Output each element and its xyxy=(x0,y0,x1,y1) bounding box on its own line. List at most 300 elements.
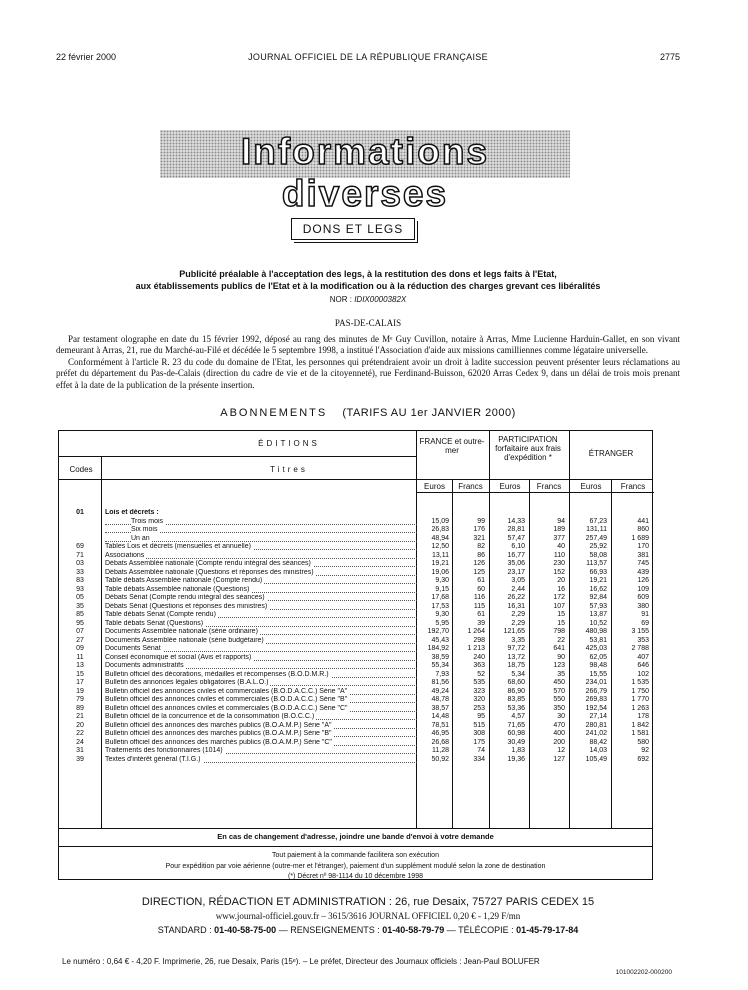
row-value: 113,57 xyxy=(586,560,607,567)
row-code: 17 xyxy=(76,679,84,686)
row-value: 240 xyxy=(473,653,485,661)
row-value: 126 xyxy=(637,577,649,584)
row-code: 22 xyxy=(76,730,84,737)
row-value: 178 xyxy=(637,713,649,720)
row-value: 125 xyxy=(473,568,485,576)
row-value: 480,98 xyxy=(585,628,607,635)
row-value: 88,42 xyxy=(589,738,607,746)
abonnements-title: ABONNEMENTS xyxy=(220,407,328,419)
row-value: 12 xyxy=(557,747,565,754)
row-value: 61 xyxy=(477,577,485,584)
row-value: 350 xyxy=(553,704,565,712)
row-value: 121,65 xyxy=(503,628,525,635)
row-title: Documents Sénat xyxy=(105,645,161,652)
row-value: 116 xyxy=(473,594,485,601)
direction-address: DIRECTION, RÉDACTION ET ADMINISTRATION : 26, rue Desaix, 75727 PARIS CEDEX 15 xyxy=(141,896,595,908)
row-title: Débats Sénat (Questions et réponses des ministres) xyxy=(105,602,268,610)
row-value: 535 xyxy=(473,679,485,686)
row-value: 16,31 xyxy=(507,602,525,610)
abonnements-heading xyxy=(56,407,680,419)
col-participation: PARTICIPATION forfaitaire aux frais d'expédition * xyxy=(495,435,561,462)
table-row xyxy=(59,594,652,603)
col-etranger: ÉTRANGER xyxy=(588,449,634,458)
col-editions: ÉDITIONS xyxy=(258,439,320,448)
row-value: 17,53 xyxy=(431,602,449,610)
row-value: 5,95 xyxy=(435,619,449,627)
row-value: 425,03 xyxy=(585,645,607,652)
row-title: Conseil économique et social (Avis et rapports) xyxy=(105,653,252,661)
row-value: 2,44 xyxy=(511,585,525,593)
row-value: 27,14 xyxy=(589,713,607,720)
col-euros-1: Euros xyxy=(424,482,445,491)
divider xyxy=(59,828,652,829)
row-value: 38,59 xyxy=(431,653,449,661)
row-value: 38,57 xyxy=(431,704,449,712)
abonnements-table xyxy=(58,430,653,880)
row-value: 55,34 xyxy=(431,662,449,669)
row-title: Débats Assemblée nationale (Questions et réponses des ministres) xyxy=(105,568,314,576)
leader-dots xyxy=(105,541,417,542)
row-code: 24 xyxy=(76,738,84,746)
document-reference: 101002202-000200 xyxy=(615,969,672,976)
row-code: 11 xyxy=(76,653,84,661)
row-value: 14,03 xyxy=(589,747,607,754)
row-title: Traitements des fonctionnaires (1014) xyxy=(105,747,223,754)
row-value: 16,62 xyxy=(589,585,607,593)
row-value: 10,52 xyxy=(589,619,607,627)
row-value: 334 xyxy=(473,755,485,763)
row-code: 39 xyxy=(76,755,84,763)
row-value: 46,95 xyxy=(431,730,449,737)
row-code: 09 xyxy=(76,645,84,652)
row-value: 320 xyxy=(473,696,485,703)
table-row xyxy=(59,509,652,518)
row-value: 99 xyxy=(477,517,485,525)
row-value: 48,94 xyxy=(431,534,449,542)
row-value: 1 535 xyxy=(631,679,649,686)
row-value: 71,65 xyxy=(507,721,525,729)
row-value: 53,36 xyxy=(507,704,525,712)
row-value: 570 xyxy=(553,687,565,695)
row-code: 31 xyxy=(76,747,84,754)
row-title: Bulletin officiel des annonces civiles et commerciales (B.O.D.A.C.C.) Série "C" xyxy=(105,704,348,712)
row-title: Débats Sénat (Compte rendu intégral des séances) xyxy=(105,594,265,601)
row-code: 15 xyxy=(76,670,84,678)
note-decret: (*) Décret nº 98-1114 du 10 décembre 1998 xyxy=(288,873,423,880)
row-value: 515 xyxy=(473,721,485,729)
table-row xyxy=(59,722,652,731)
row-code: 19 xyxy=(76,687,84,695)
row-value: 550 xyxy=(553,696,565,703)
row-value: 107 xyxy=(553,602,565,610)
standard-label: STANDARD : xyxy=(157,925,212,935)
row-value: 48,78 xyxy=(431,696,449,703)
row-value: 97,72 xyxy=(507,645,525,652)
banner-title: Informations diverses xyxy=(240,131,490,214)
row-value: 1 770 xyxy=(631,696,649,703)
row-value: 102 xyxy=(637,670,649,678)
row-value: 66,93 xyxy=(589,568,607,576)
row-value: 175 xyxy=(473,738,485,746)
table-row xyxy=(59,628,652,637)
table-row xyxy=(59,586,652,595)
row-value: 192,70 xyxy=(427,628,449,635)
publicite-heading xyxy=(56,268,680,292)
row-value: 53,81 xyxy=(589,636,607,644)
publicite-line-2: aux établissements publics de l'Etat et à la modification ou à la réduction des charges grevant ces libéralités xyxy=(135,281,601,291)
row-value: 2,29 xyxy=(511,611,525,618)
row-value: 450 xyxy=(553,679,565,686)
table-row xyxy=(59,637,652,646)
row-value: 3,35 xyxy=(511,636,525,644)
row-title: Bulletin des annonces légales obligatoires (B.A.L.O.) xyxy=(105,679,269,686)
row-value: 61 xyxy=(477,611,485,618)
note-paiement: Tout paiement à la commande facilitera son exécution xyxy=(272,852,439,859)
nor-code: IDIX0000382X xyxy=(354,295,407,304)
row-value: 105,49 xyxy=(585,755,607,763)
row-value: 380 xyxy=(637,602,649,610)
row-value: 646 xyxy=(637,662,649,669)
divider xyxy=(59,456,416,457)
table-row xyxy=(59,543,652,552)
row-value: 16,77 xyxy=(507,551,525,559)
row-value: 1 213 xyxy=(467,645,485,652)
divider xyxy=(58,846,653,847)
row-value: 82 xyxy=(477,543,485,550)
row-code: 01 xyxy=(76,509,84,516)
row-value: 23,17 xyxy=(507,568,525,576)
row-value: 400 xyxy=(553,730,565,737)
row-value: 126 xyxy=(473,560,485,567)
row-value: 18,75 xyxy=(507,662,525,669)
row-value: 407 xyxy=(637,653,649,661)
row-value: 26,22 xyxy=(507,594,525,601)
row-value: 57,93 xyxy=(589,602,607,610)
leader-dots xyxy=(105,558,417,559)
row-value: 92 xyxy=(641,747,649,754)
table-row xyxy=(59,696,652,705)
row-code: 79 xyxy=(76,696,84,703)
row-value: 230 xyxy=(553,560,565,567)
row-value: 39 xyxy=(477,619,485,627)
row-title: Bulletin officiel des annonces civiles et commerciales (B.O.D.A.C.C.) Série "A" xyxy=(105,687,348,695)
row-value: 353 xyxy=(637,636,649,644)
col-titres: Titres xyxy=(270,465,308,474)
row-value: 52 xyxy=(477,670,485,678)
row-value: 12,50 xyxy=(431,543,449,550)
row-code: 35 xyxy=(76,602,84,610)
row-value: 69 xyxy=(641,619,649,627)
divider xyxy=(416,492,654,493)
row-title: Textes d'intérêt général (T.I.G.) xyxy=(105,755,201,763)
contact-line: STANDARD : 01-40-58-75-00 — RENSEIGNEMENTS : 01-40-58-79-79 — TÉLÉCOPIE : 01-45-79-17-84 xyxy=(157,925,579,935)
row-title: Bulletin officiel des annonces civiles et commerciales (B.O.D.A.C.C.) Série "B" xyxy=(105,696,348,703)
row-value: 1 264 xyxy=(467,628,485,635)
col-codes: Codes xyxy=(69,465,93,474)
row-title: Associations xyxy=(105,551,145,559)
section-banner xyxy=(160,130,570,214)
row-title: Bulletin officiel des annonces des marchés publics (B.O.A.M.P.) Série "A" xyxy=(105,721,332,729)
row-value: 94 xyxy=(557,517,565,525)
standard-number: 01-40-58-75-00 xyxy=(214,925,277,935)
row-title: Trois mois xyxy=(131,517,164,525)
row-value: 184,92 xyxy=(427,645,449,652)
row-value: 321 xyxy=(473,534,485,542)
renseignements-number: 01-40-58-79-79 xyxy=(382,925,445,935)
row-value: 1 263 xyxy=(631,704,649,712)
row-title: Documents Assemblée nationale (série budgétaire) xyxy=(105,636,264,644)
telecopie-label: TÉLÉCOPIE : xyxy=(458,925,514,935)
publicite-line-1: Publicité préalable à l'acceptation des legs, à la restitution des dons et legs faits à l'Etat, xyxy=(179,269,557,279)
row-title: Un an xyxy=(131,534,150,542)
row-value: 860 xyxy=(637,526,649,533)
row-code: 69 xyxy=(76,543,84,550)
row-title: Bulletin officiel des annonces des marchés publics (B.O.A.M.P.) Série "C" xyxy=(105,738,332,746)
table-row xyxy=(59,662,652,671)
row-value: 798 xyxy=(553,628,565,635)
row-title: Lois et décrets : xyxy=(105,509,159,516)
table-row xyxy=(59,654,652,663)
row-value: 81,56 xyxy=(431,679,449,686)
table-notes xyxy=(58,851,653,883)
row-value: 26,68 xyxy=(431,738,449,746)
row-value: 692 xyxy=(637,755,649,763)
row-value: 200 xyxy=(553,738,565,746)
row-value: 439 xyxy=(637,568,649,576)
legs-paragraph-1: Par testament olographe en date du 15 février 1992, déposé au rang des minutes de Mᵉ Guy Cuvillon, notaire à Arras, Mme Lucienne Harduin-Gallet, en son vivant demeurant à Arras, 21, rue du Marché-au-Filé et décédée le 5 septembre 1998, a institué l'Association d'aide aux missions camilliennes comme légataire universelle. xyxy=(56,334,680,356)
nor-reference xyxy=(56,295,680,304)
table-row xyxy=(59,730,652,739)
table-row xyxy=(59,569,652,578)
row-value: 176 xyxy=(473,526,485,533)
row-code: 05 xyxy=(76,594,84,601)
row-value: 26,83 xyxy=(431,526,449,533)
table-row xyxy=(59,739,652,748)
row-value: 2,29 xyxy=(511,619,525,627)
table-row xyxy=(59,560,652,569)
row-value: 30 xyxy=(557,713,565,720)
row-value: 363 xyxy=(473,662,485,669)
row-value: 3 155 xyxy=(631,628,649,635)
row-value: 1 842 xyxy=(631,721,649,729)
table-row xyxy=(59,671,652,680)
table-row xyxy=(59,747,652,756)
row-value: 9,30 xyxy=(435,611,449,618)
page-header xyxy=(56,52,680,66)
row-value: 67,23 xyxy=(589,517,607,525)
table-row xyxy=(59,688,652,697)
row-value: 441 xyxy=(637,517,649,525)
row-value: 98,48 xyxy=(589,662,607,669)
row-code: 27 xyxy=(76,636,84,644)
row-value: 9,15 xyxy=(435,585,449,593)
row-value: 269,83 xyxy=(585,696,607,703)
row-value: 152 xyxy=(553,568,565,576)
legs-paragraph-2: Conformément à l'article R. 23 du code du domaine de l'Etat, les personnes qui prétendraient avoir un droit à ladite succession peuvent présenter leurs réclamations au préfet du département du Pas-de-Calais (direction du cadre de vie et de la citoyenneté), rue Ferdinand-Buisson, 62020 Arras Cedex 9, dans un délai de trois mois prenant effet à la date de la publication de la présente insertion. xyxy=(56,356,680,390)
row-value: 308 xyxy=(473,730,485,737)
table-row xyxy=(59,713,652,722)
row-value: 57,47 xyxy=(507,534,525,542)
row-value: 6,10 xyxy=(511,543,525,550)
row-value: 14,48 xyxy=(431,713,449,720)
row-value: 60,98 xyxy=(507,730,525,737)
row-value: 91 xyxy=(641,611,649,618)
row-code: 85 xyxy=(76,611,84,618)
row-value: 19,21 xyxy=(431,560,449,567)
row-value: 109 xyxy=(637,585,649,593)
row-value: 28,81 xyxy=(507,526,525,533)
row-value: 14,33 xyxy=(507,517,525,525)
col-francs-1: Francs xyxy=(458,482,483,491)
row-value: 7,93 xyxy=(435,670,449,678)
telecopie-number: 01-45-79-17-84 xyxy=(516,925,579,935)
table-row xyxy=(59,705,652,714)
row-value: 1 689 xyxy=(631,534,649,542)
renseignements-label: RENSEIGNEMENTS : xyxy=(290,925,380,935)
row-code: 07 xyxy=(76,628,84,635)
row-title: Bulletin officiel des décorations, médailles et récompenses (B.O.D.M.R.) xyxy=(105,670,329,678)
row-value: 30,49 xyxy=(507,738,525,746)
col-francs-3: Francs xyxy=(620,482,646,491)
row-value: 170 xyxy=(637,543,649,550)
nor-label: NOR : xyxy=(329,295,352,304)
table-row xyxy=(59,535,652,544)
row-value: 35 xyxy=(557,670,565,678)
row-title: Documents administratifs xyxy=(105,662,184,669)
row-value: 74 xyxy=(477,747,485,754)
row-value: 377 xyxy=(553,534,565,542)
numero-price-line: Le numéro : 0,64 € - 4,20 F. Imprimerie, 26, rue Desaix, Paris (15ᵉ). – Le préfet, Directeur des Journaux officiels : Jean-Paul BOLUFER xyxy=(62,957,540,966)
row-value: 123 xyxy=(553,662,565,669)
row-title: Bulletin officiel de la concurrence et de la consommation (B.O.C.C.) xyxy=(105,713,315,720)
row-value: 22 xyxy=(557,636,565,644)
row-value: 16 xyxy=(557,585,565,593)
note-expedition: Pour expédition par voie aérienne (outre-mer et l'étranger), paiement d'un supplément modulé selon la zone de destination xyxy=(165,862,546,870)
row-value: 78,51 xyxy=(431,721,449,729)
row-value: 2 788 xyxy=(631,645,649,652)
row-value: 25,92 xyxy=(589,543,607,550)
row-title: Table débats Assemblée nationale (Questions) xyxy=(105,585,250,593)
row-value: 19,06 xyxy=(431,568,449,576)
row-value: 3,05 xyxy=(511,577,525,584)
row-code: 33 xyxy=(76,568,84,576)
row-value: 17,68 xyxy=(431,594,449,601)
divider xyxy=(59,479,652,480)
web-info: www.journal-officiel.gouv.fr – 3615/3616 JOURNAL OFFICIEL 0,20 € - 1,29 F/mn xyxy=(215,911,521,921)
row-title: Débats Assemblée nationale (Compte rendu intégral des séances) xyxy=(105,560,311,567)
header-date: 22 février 2000 xyxy=(56,52,117,62)
row-value: 13,11 xyxy=(432,551,449,559)
row-value: 1 750 xyxy=(631,687,649,695)
col-francs-2: Francs xyxy=(536,482,562,491)
row-value: 110 xyxy=(553,551,565,559)
row-title: Table débats Sénat (Questions) xyxy=(105,619,204,627)
row-value: 15,55 xyxy=(589,670,607,678)
changement-adresse: En cas de changement d'adresse, joindre une bande d'envoi à votre demande xyxy=(217,832,494,841)
row-value: 609 xyxy=(637,594,649,601)
row-value: 266,79 xyxy=(585,687,607,695)
row-value: 40 xyxy=(557,543,565,550)
legs-text xyxy=(56,334,680,391)
table-row xyxy=(59,526,652,535)
row-value: 1,83 xyxy=(511,747,525,754)
row-value: 115 xyxy=(473,602,485,610)
row-code: 21 xyxy=(76,713,84,720)
row-value: 189 xyxy=(553,526,565,533)
row-value: 15 xyxy=(557,611,565,618)
row-code: 93 xyxy=(76,585,84,593)
row-value: 83,85 xyxy=(507,696,525,703)
col-euros-3: Euros xyxy=(580,482,602,491)
row-value: 86,90 xyxy=(507,687,525,695)
row-title: Tables Lois et décrets (mensuelles et annuelle) xyxy=(105,543,251,550)
row-title: Table débats Assemblée nationale (Compte rendu) xyxy=(105,577,263,584)
row-value: 86 xyxy=(477,551,485,559)
row-value: 45,43 xyxy=(431,636,449,644)
row-value: 13,72 xyxy=(507,653,525,661)
table-row xyxy=(59,611,652,620)
abonnements-tarifs: (TARIFS AU 1er JANVIER 2000) xyxy=(342,407,516,419)
row-value: 11,28 xyxy=(432,747,449,754)
col-euros-2: Euros xyxy=(499,482,521,491)
row-code: 71 xyxy=(76,551,84,559)
row-code: 83 xyxy=(76,577,84,584)
row-value: 9,30 xyxy=(435,577,449,584)
row-value: 298 xyxy=(473,636,485,644)
dons-et-legs-box xyxy=(291,218,415,240)
row-value: 192,54 xyxy=(585,704,607,712)
row-code: 20 xyxy=(76,721,84,729)
table-row xyxy=(59,679,652,688)
row-value: 253 xyxy=(473,704,485,712)
row-value: 172 xyxy=(553,594,565,601)
row-value: 4,57 xyxy=(511,713,525,720)
departement-title: PAS-DE-CALAIS xyxy=(334,318,402,328)
row-value: 62,05 xyxy=(589,653,607,661)
row-title: Bulletin officiel des annonces des marchés publics (B.O.A.M.P.) Série "B" xyxy=(105,730,332,737)
row-value: 19,36 xyxy=(507,755,525,763)
row-value: 58,08 xyxy=(589,551,607,559)
row-value: 92,84 xyxy=(589,594,607,601)
row-value: 241,02 xyxy=(585,730,607,737)
row-value: 15 xyxy=(557,619,565,627)
row-value: 68,60 xyxy=(507,679,525,686)
row-value: 280,81 xyxy=(585,721,607,729)
row-value: 60 xyxy=(477,585,485,593)
dons-et-legs-title: DONS ET LEGS xyxy=(302,222,404,236)
row-value: 745 xyxy=(637,560,649,567)
row-value: 127 xyxy=(553,755,565,763)
row-title: Six mois xyxy=(131,526,158,533)
row-value: 50,92 xyxy=(431,755,449,763)
table-row xyxy=(59,756,652,765)
row-value: 323 xyxy=(473,687,485,695)
row-value: 90 xyxy=(557,653,565,661)
row-title: Documents Assemblée nationale (série ordinaire) xyxy=(105,628,258,635)
row-code: 03 xyxy=(76,560,84,567)
row-value: 257,49 xyxy=(585,534,607,542)
row-title: Table débats Sénat (Compte rendu) xyxy=(105,611,216,618)
row-value: 381 xyxy=(637,551,649,559)
row-code: 95 xyxy=(76,619,84,627)
row-value: 95 xyxy=(477,713,485,720)
table-row xyxy=(59,577,652,586)
row-value: 35,06 xyxy=(507,560,525,567)
row-value: 470 xyxy=(553,721,565,729)
table-row xyxy=(59,620,652,629)
row-value: 13,87 xyxy=(589,611,607,618)
row-value: 234,01 xyxy=(585,679,607,686)
